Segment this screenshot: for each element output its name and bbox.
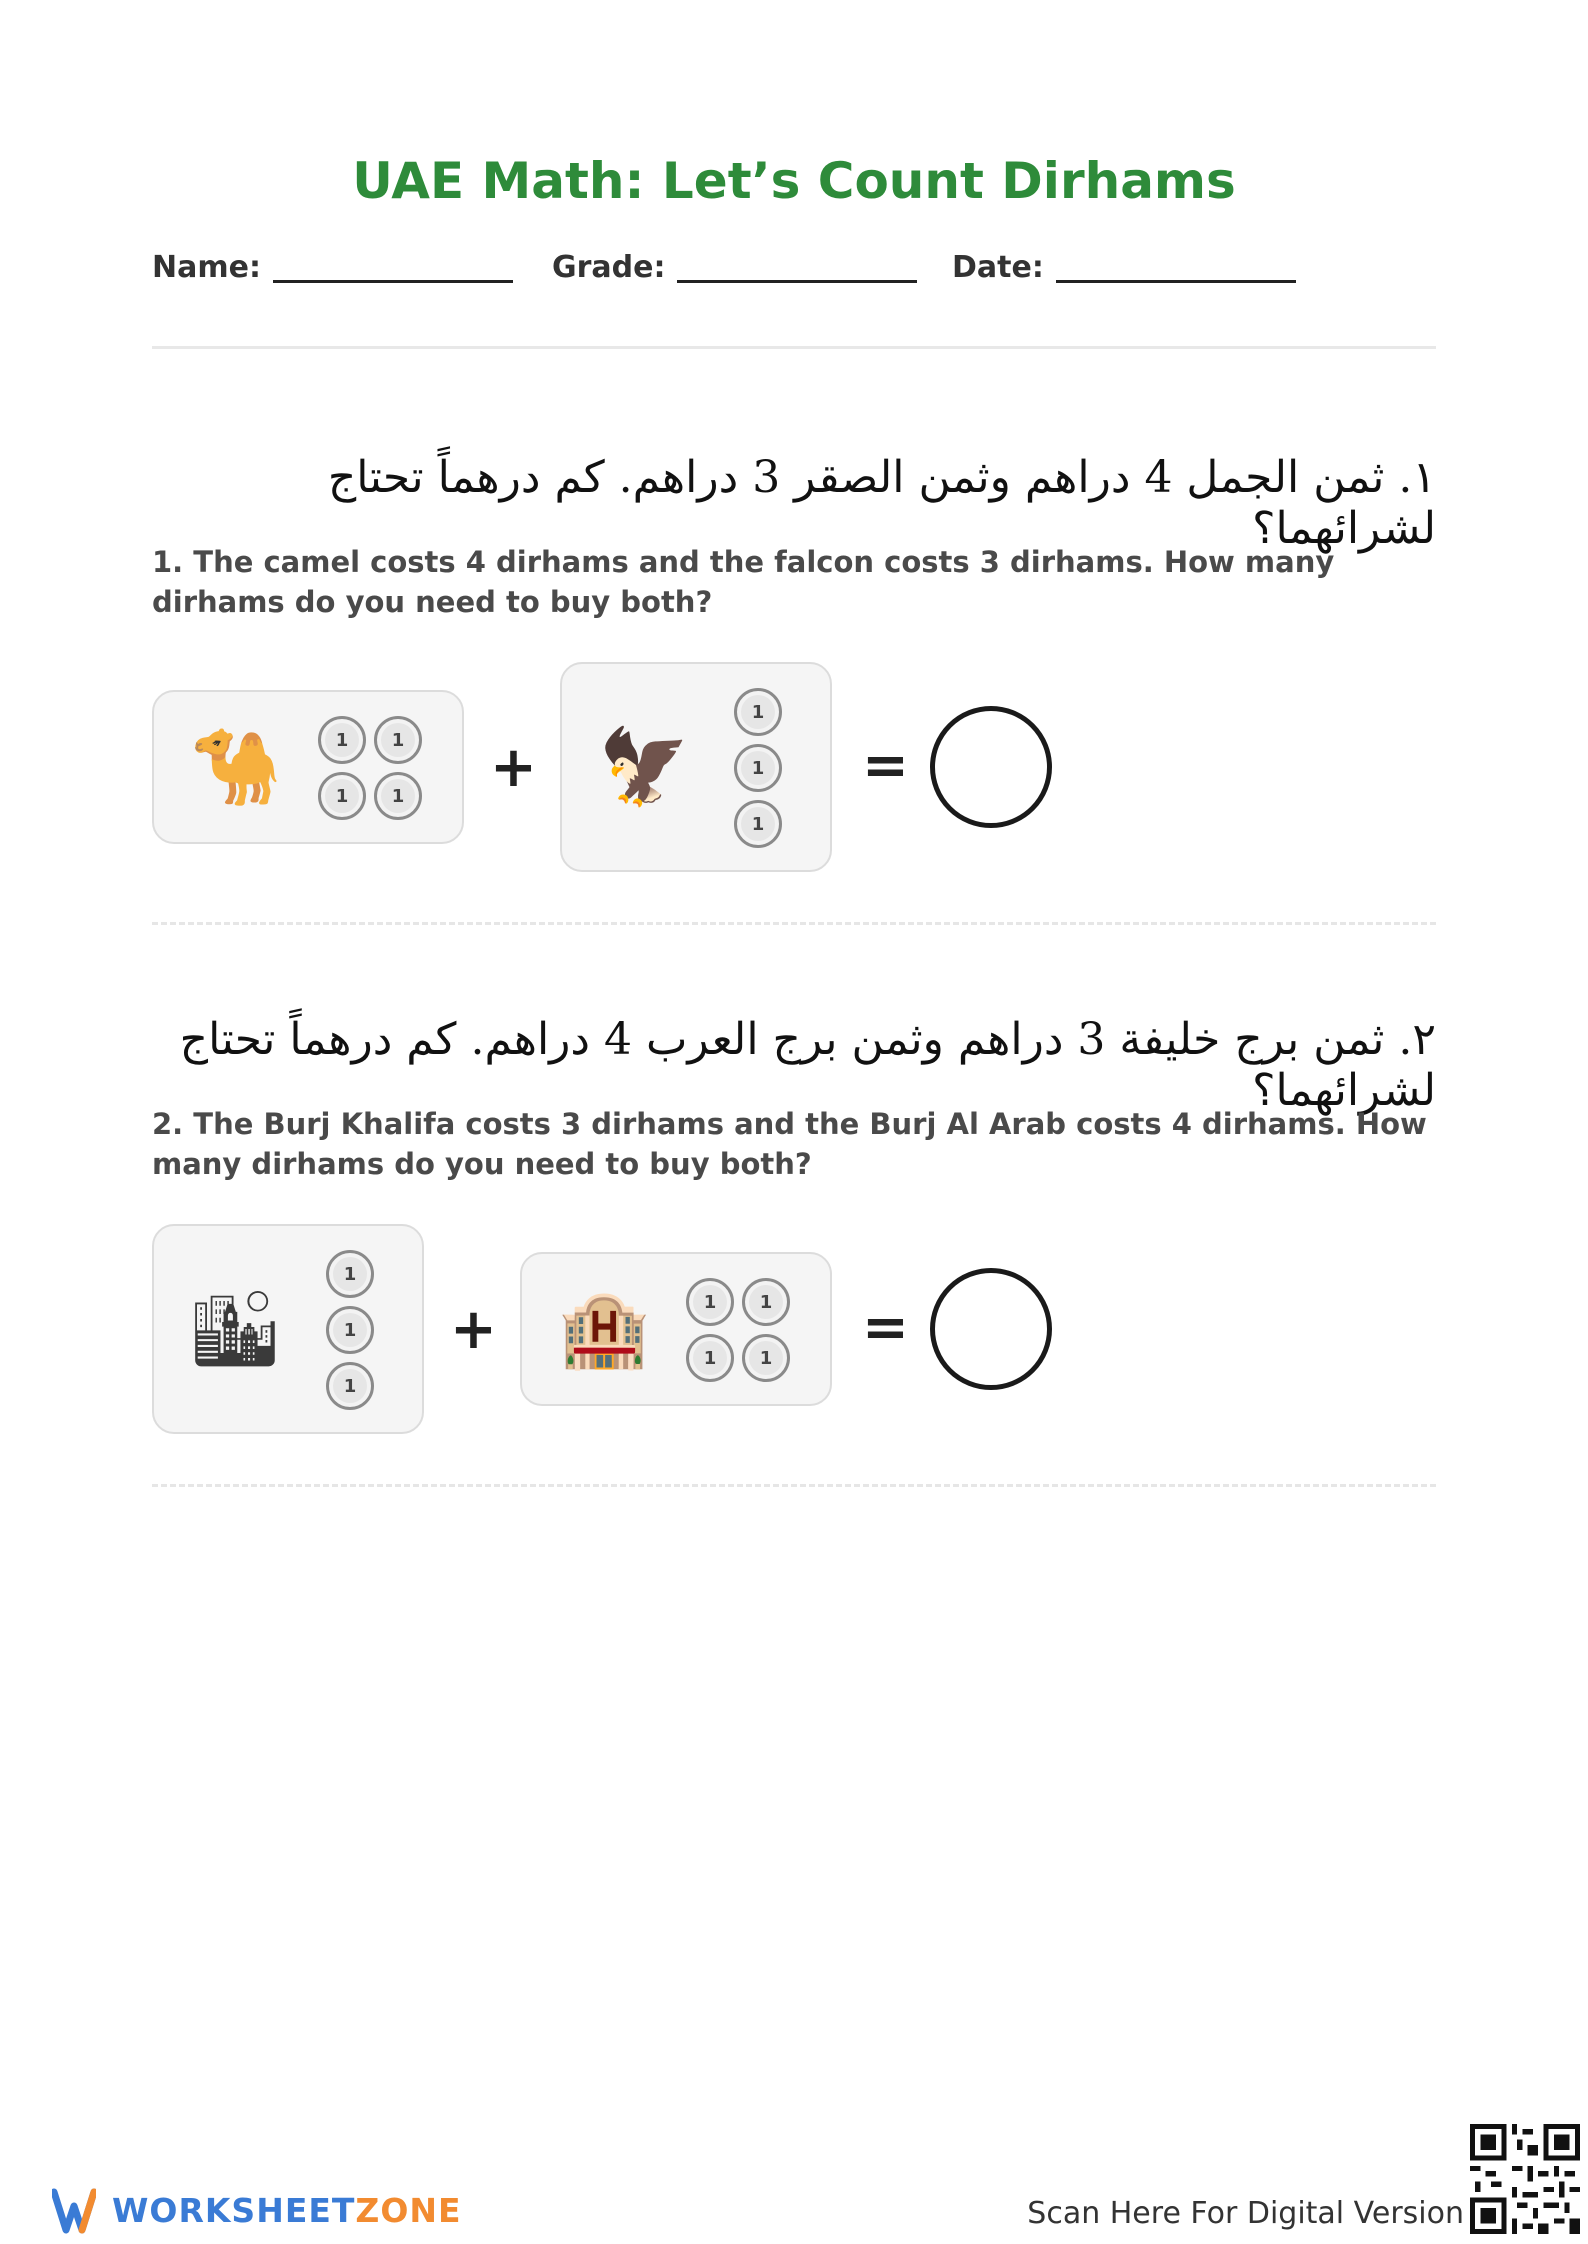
plus-sign: + — [490, 735, 537, 800]
dirham-coin: 1 — [734, 800, 782, 848]
hotel-icon: 🏨 — [558, 1286, 651, 1372]
dirham-coin: 1 — [326, 1306, 374, 1354]
dirham-coin: 1 — [686, 1334, 734, 1382]
grade-label: Grade: — [552, 250, 666, 285]
worksheetzone-logo[interactable] — [52, 2180, 462, 2240]
grade-field[interactable] — [552, 250, 917, 285]
dirham-coin: 1 — [734, 744, 782, 792]
answer-circle-2[interactable] — [930, 1268, 1052, 1390]
qr-code-icon[interactable] — [1470, 2124, 1580, 2234]
dirham-coin: 1 — [742, 1334, 790, 1382]
header-divider — [152, 346, 1436, 349]
question-2-english: 2. The Burj Khalifa costs 3 dirhams and the Burj Al Arab costs 4 dirhams. How many dirhams do you need to buy both? — [152, 1107, 1427, 1181]
question-1-english: 1. The camel costs 4 dirhams and the falcon costs 3 dirhams. How many dirhams do you need to buy both? — [152, 545, 1335, 619]
equals-sign: = — [862, 1295, 909, 1360]
equals-sign: = — [862, 733, 909, 798]
dirham-coin: 1 — [742, 1278, 790, 1326]
dirham-coin: 1 — [374, 716, 422, 764]
camel-icon: 🐪 — [190, 724, 283, 810]
section-divider — [152, 1484, 1436, 1487]
plus-sign: + — [450, 1297, 497, 1362]
section-divider — [152, 922, 1436, 925]
burj-al-arab-price-card — [520, 1252, 832, 1406]
name-field[interactable] — [152, 250, 513, 285]
brand-name-part-2: ZONE — [355, 2190, 462, 2230]
scan-instruction: Scan Here For Digital Version — [1027, 2196, 1464, 2231]
answer-circle-1[interactable] — [930, 706, 1052, 828]
burj-khalifa-price-card — [152, 1224, 424, 1434]
question-2-arabic: ٢. ثمن برج خليفة 3 دراهم وثمن برج العرب 4 دراهم. كم درهماً تحتاج لشرائهما؟ — [179, 1014, 1436, 1116]
dirham-coin: 1 — [734, 688, 782, 736]
dirham-coin: 1 — [326, 1362, 374, 1410]
worksheet-title: UAE Math: Let’s Count Dirhams — [352, 152, 1236, 210]
camel-price-card — [152, 690, 464, 844]
w-logo-icon — [52, 2184, 96, 2236]
dirham-coin: 1 — [374, 772, 422, 820]
name-blank-line[interactable] — [273, 253, 513, 283]
date-field[interactable] — [952, 250, 1296, 285]
name-label: Name: — [152, 250, 261, 285]
eagle-icon: 🦅 — [598, 724, 691, 810]
falcon-price-card — [560, 662, 832, 872]
date-blank-line[interactable] — [1056, 253, 1296, 283]
cityscape-icon: 🏙 — [188, 1286, 282, 1372]
dirham-coin: 1 — [318, 716, 366, 764]
dirham-coin: 1 — [686, 1278, 734, 1326]
grade-blank-line[interactable] — [677, 253, 917, 283]
brand-name-part-1: WORKSHEET — [112, 2190, 356, 2230]
date-label: Date: — [952, 250, 1044, 285]
dirham-coin: 1 — [326, 1250, 374, 1298]
dirham-coin: 1 — [318, 772, 366, 820]
question-1-arabic: ١. ثمن الجمل 4 دراهم وثمن الصقر 3 دراهم. كم درهماً تحتاج لشرائهما؟ — [327, 452, 1436, 554]
